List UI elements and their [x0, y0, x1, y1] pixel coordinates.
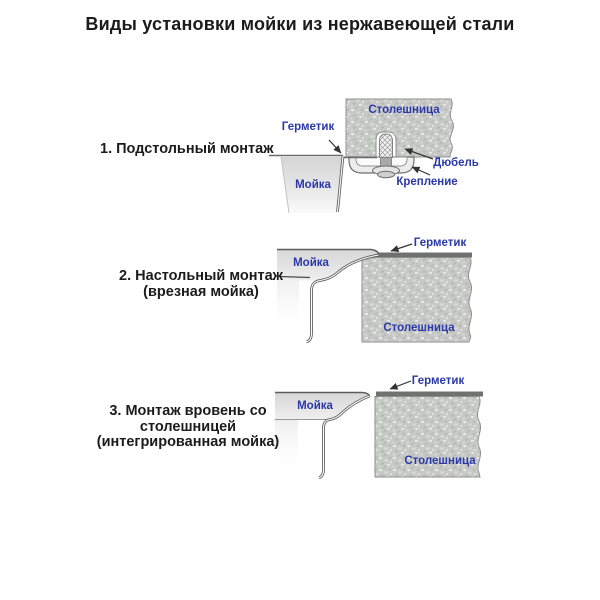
sealant-label-3: Герметик — [411, 375, 465, 387]
sealant-arrow-2 — [391, 244, 412, 251]
sealant-strip-3 — [376, 392, 483, 397]
sink-label-3: Мойка — [297, 400, 333, 412]
installation-type-2-line1: 2. Настольный монтаж — [119, 268, 283, 284]
installation-type-3-line1: 3. Монтаж вровень со — [109, 403, 267, 419]
countertop-label-3: Столешница — [404, 455, 476, 467]
installation-type-3-label — [97, 404, 280, 451]
screw-head — [378, 171, 395, 177]
installation-type-3-line3: (интегрированная мойка) — [96, 434, 280, 450]
countertop-label-1: Столешница — [368, 104, 440, 116]
sink-label-2: Мойка — [293, 257, 329, 269]
sealant-arrow-1 — [329, 140, 341, 153]
sealant-label-2: Герметик — [413, 237, 467, 249]
installation-type-2-label — [119, 269, 283, 300]
diagram-1-undermount — [269, 99, 453, 213]
dowel-body — [380, 134, 393, 158]
installation-type-1-label — [100, 142, 274, 158]
installation-type-1-line: 1. Подстольный монтаж — [100, 141, 274, 157]
dowel-label: Дюбель — [433, 157, 479, 169]
sink-label-1: Мойка — [295, 179, 331, 191]
installation-type-3-line2: столешницей — [139, 418, 237, 435]
installation-type-2-line2: (врезная мойка) — [143, 283, 259, 300]
sealant-label-1: Герметик — [281, 121, 335, 133]
fastener-label: Крепление — [396, 176, 458, 188]
fastener-arrow — [412, 167, 430, 175]
page-title: Виды установки мойки из нержавеющей стали — [85, 14, 515, 34]
countertop-label-2: Столешница — [383, 322, 455, 334]
sealant-arrow-3 — [390, 381, 411, 389]
